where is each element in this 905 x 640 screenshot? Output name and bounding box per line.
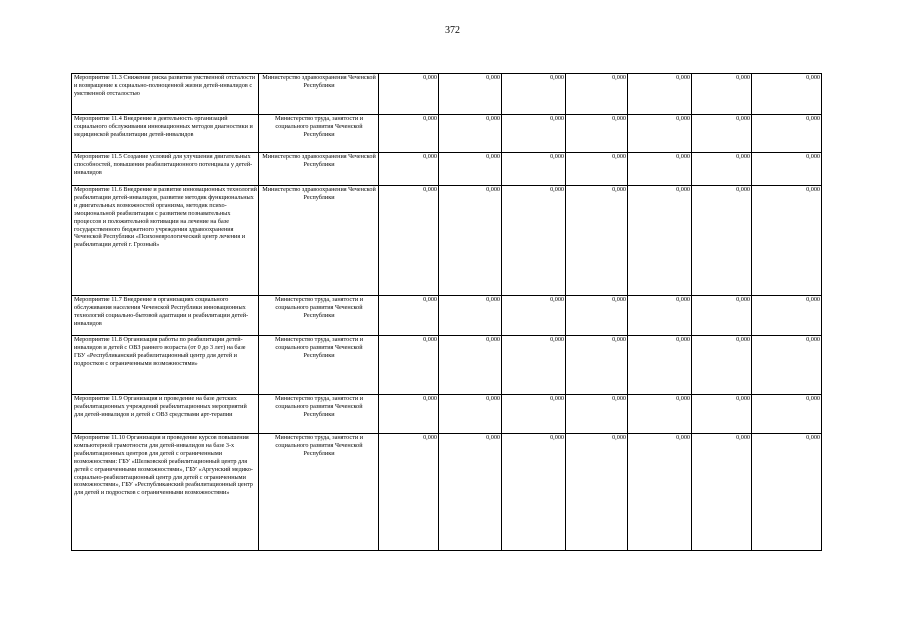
value-cell: 0,000 <box>628 115 692 153</box>
value-cell: 0,000 <box>379 74 439 115</box>
value-cell: 0,000 <box>628 186 692 296</box>
value-cell: 0,000 <box>502 395 566 434</box>
measure-name-cell: Мероприятие 11.9 Организация и проведение на базе детских реабилитационных учреждений реабилитационных мероприятий для детей-инвалидов и детей с ОВЗ средствами арт-терапии <box>72 395 259 434</box>
executor-cell: Министерство труда, занятости и социального развития Чеченской Республики <box>259 336 379 395</box>
value-cell: 0,000 <box>752 153 822 186</box>
budget-table <box>71 73 822 551</box>
value-cell: 0,000 <box>439 115 502 153</box>
measure-name-cell: Мероприятие 11.7 Внедрение в организациях социального обслуживания населения Чеченской Республики инновационных технологий социально-бытовой адаптации и реабилитации детей-инвалидов <box>72 296 259 336</box>
measure-name-cell: Мероприятие 11.4 Внедрение в деятельность организаций социального обслуживания инновационных методов диагностики и медицинской реабилитации детей-инвалидов <box>72 115 259 153</box>
value-cell: 0,000 <box>752 336 822 395</box>
value-cell: 0,000 <box>502 153 566 186</box>
value-cell: 0,000 <box>628 395 692 434</box>
value-cell: 0,000 <box>502 296 566 336</box>
value-cell: 0,000 <box>692 74 752 115</box>
value-cell: 0,000 <box>379 395 439 434</box>
executor-cell: Министерство здравоохранения Чеченской Республики <box>259 186 379 296</box>
value-cell: 0,000 <box>439 336 502 395</box>
table-row <box>72 186 822 296</box>
value-cell: 0,000 <box>692 115 752 153</box>
value-cell: 0,000 <box>439 153 502 186</box>
value-cell: 0,000 <box>628 336 692 395</box>
table-row <box>72 115 822 153</box>
value-cell: 0,000 <box>566 74 628 115</box>
value-cell: 0,000 <box>439 296 502 336</box>
executor-cell: Министерство труда, занятости и социального развития Чеченской Республики <box>259 434 379 551</box>
value-cell: 0,000 <box>502 74 566 115</box>
value-cell: 0,000 <box>628 296 692 336</box>
measure-name-cell: Мероприятие 11.5 Создание условий для улучшения двигательных способностей, повышения реабилитационного потенциала у детей-инвалидов <box>72 153 259 186</box>
value-cell: 0,000 <box>566 296 628 336</box>
measure-name-cell: Мероприятие 11.8 Организация работы по реабилитации детей-инвалидов и детей с ОВЗ раннего возраста (от 0 до 3 лет) на базе ГБУ «Республиканский реабилитационный центр для детей и подростков с ограниченными возможностями» <box>72 336 259 395</box>
measure-name-cell: Мероприятие 11.6 Внедрение и развитие инновационных технологий реабилитации детей-инвалидов, развитие методик функциональных и двигательных возможностей организма, методик психо-эмоциональной реабилитации с развитием познавательных процессов и положительной мотивации на лечение на базе государственного бюджетного учреждения здравоохранения Чеченской Республики «Психоневрологический центр лечения и реабилитации детей г. Грозный» <box>72 186 259 296</box>
value-cell: 0,000 <box>692 336 752 395</box>
executor-cell: Министерство труда, занятости и социального развития Чеченской Республики <box>259 115 379 153</box>
value-cell: 0,000 <box>752 115 822 153</box>
table-row <box>72 296 822 336</box>
table-row <box>72 336 822 395</box>
value-cell: 0,000 <box>379 115 439 153</box>
executor-cell: Министерство здравоохранения Чеченской Республики <box>259 153 379 186</box>
value-cell: 0,000 <box>566 434 628 551</box>
value-cell: 0,000 <box>692 395 752 434</box>
value-cell: 0,000 <box>379 186 439 296</box>
table-row <box>72 74 822 115</box>
value-cell: 0,000 <box>628 153 692 186</box>
value-cell: 0,000 <box>379 336 439 395</box>
value-cell: 0,000 <box>692 186 752 296</box>
value-cell: 0,000 <box>752 296 822 336</box>
value-cell: 0,000 <box>752 74 822 115</box>
value-cell: 0,000 <box>439 186 502 296</box>
measure-name-cell: Мероприятие 11.3 Снижение риска развития умственной отсталости и возвращение к социально-полноценной жизни детей-инвалидов с умственной отсталостью <box>72 74 259 115</box>
value-cell: 0,000 <box>628 434 692 551</box>
executor-cell: Министерство труда, занятости и социального развития Чеченской Республики <box>259 296 379 336</box>
value-cell: 0,000 <box>566 115 628 153</box>
measure-name-cell: Мероприятие 11.10 Организация и проведение курсов повышения компьютерной грамотности для детей-инвалидов на базе 3-х реабилитационных центров для детей с ограниченными возможностями: ГБУ «Шелковской реабилитационный центр для детей с ограниченными возможностями», ГБУ «Аргунский медико-социально-реабилитационный центр для детей с ограниченными возможностями», ГБУ «Республиканский реабилитационный центр для детей и подростков с ограниченными возможностями» <box>72 434 259 551</box>
value-cell: 0,000 <box>439 395 502 434</box>
value-cell: 0,000 <box>502 434 566 551</box>
value-cell: 0,000 <box>566 336 628 395</box>
value-cell: 0,000 <box>502 336 566 395</box>
value-cell: 0,000 <box>752 395 822 434</box>
value-cell: 0,000 <box>379 153 439 186</box>
value-cell: 0,000 <box>502 186 566 296</box>
value-cell: 0,000 <box>752 434 822 551</box>
value-cell: 0,000 <box>439 434 502 551</box>
value-cell: 0,000 <box>752 186 822 296</box>
value-cell: 0,000 <box>379 296 439 336</box>
value-cell: 0,000 <box>379 434 439 551</box>
table-row <box>72 434 822 551</box>
value-cell: 0,000 <box>439 74 502 115</box>
table-row <box>72 153 822 186</box>
executor-cell: Министерство здравоохранения Чеченской Республики <box>259 74 379 115</box>
value-cell: 0,000 <box>692 296 752 336</box>
executor-cell: Министерство труда, занятости и социального развития Чеченской Республики <box>259 395 379 434</box>
value-cell: 0,000 <box>566 186 628 296</box>
value-cell: 0,000 <box>502 115 566 153</box>
page-number: 372 <box>445 25 460 36</box>
value-cell: 0,000 <box>566 395 628 434</box>
value-cell: 0,000 <box>566 153 628 186</box>
table-row <box>72 395 822 434</box>
value-cell: 0,000 <box>692 153 752 186</box>
value-cell: 0,000 <box>692 434 752 551</box>
table-body <box>72 74 822 551</box>
value-cell: 0,000 <box>628 74 692 115</box>
